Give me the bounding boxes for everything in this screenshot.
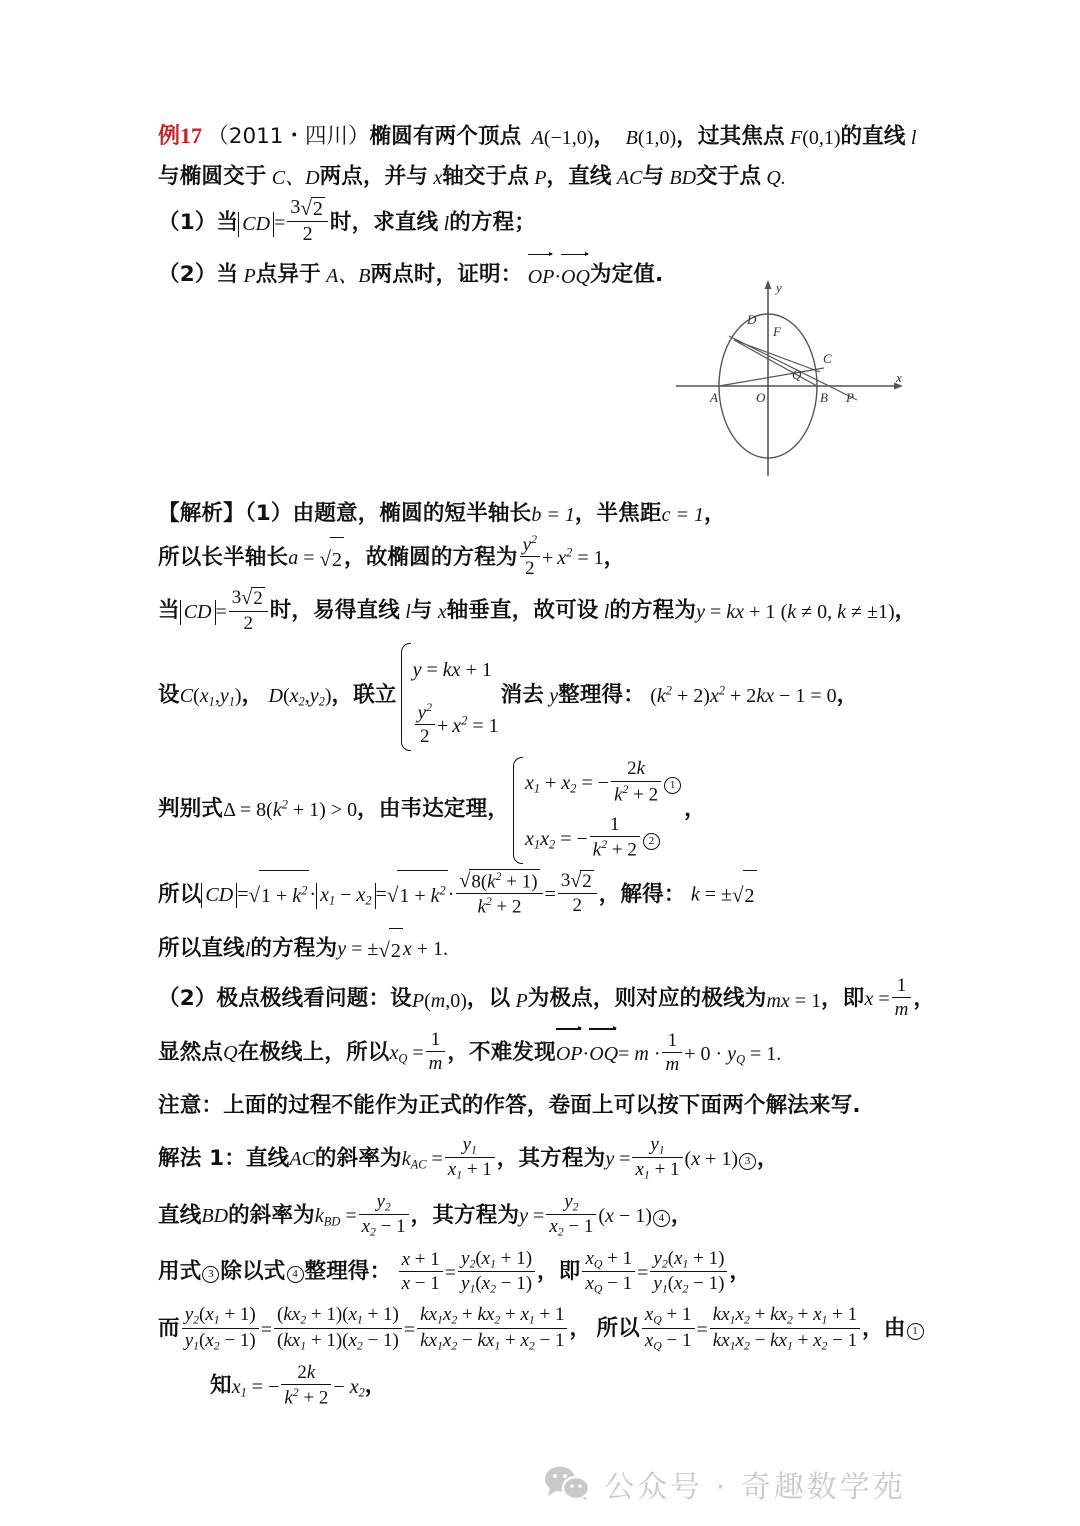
problem-text-2f: 交于点 — [696, 163, 762, 189]
q2-prefix: （2）当 — [158, 261, 239, 287]
solution-line-13 — [158, 1245, 958, 1300]
solution-line-5 — [158, 755, 958, 866]
example-label: 例 — [158, 124, 181, 149]
s4-text-f: ， — [836, 682, 859, 708]
s12-text-a: 直线 — [158, 1202, 202, 1228]
s5-text-d: ， — [684, 796, 706, 822]
s1-text-a: （1）由题意，椭圆的短半轴长 — [244, 501, 532, 526]
s3-axis-x: x — [437, 601, 447, 624]
s12-text-b: 的斜率为 — [228, 1202, 315, 1228]
s1-text-c: ，半焦距 — [574, 501, 662, 526]
q2-points-AB: A、B — [326, 264, 371, 287]
s3-eq: y = kx + 1 — [696, 601, 776, 624]
s13-text-c: 整理得： — [304, 1259, 392, 1285]
s9-text-a: 显然点 — [158, 1039, 224, 1065]
s2-text-a: 所以长半轴长 — [158, 544, 289, 570]
q2-mid2: 两点时，证明： — [370, 261, 523, 287]
s8-point-P2: P — [515, 989, 528, 1012]
s4-var-y: y — [549, 685, 559, 708]
s14-text-a: 而 — [158, 1316, 180, 1342]
s9-text-c: ，不难发现 — [447, 1039, 556, 1065]
figure-label-P: P — [846, 390, 854, 405]
s6-text-a: 所以 — [158, 882, 202, 907]
s11-line-AC: AC — [289, 1148, 315, 1171]
s15-text-a: 知 — [210, 1373, 232, 1399]
s7-text-b: 的方程为 — [250, 935, 338, 961]
solution-line-10 — [158, 1082, 958, 1129]
s9-text-b: 在极线上，所以 — [237, 1039, 390, 1065]
problem-text-2a: 与椭圆交于 — [158, 163, 267, 189]
s9-xq-eq: $x_Q$ = $\frac{1}{m}$ — [389, 1028, 447, 1079]
footer-text: 公众号 · 奇趣数学苑 — [604, 1470, 906, 1505]
ellipse-diagram-svg — [672, 276, 908, 488]
s2-text-d: ， — [603, 544, 626, 570]
s10-note: 注意：上面的过程不能作为正式的作答，卷面上可以按下面两个解法来写. — [158, 1093, 861, 1119]
s15-x1-expression: $x_1$ = − $\frac{2k}{k^2 + 2}$ − $x_2$ — [231, 1361, 365, 1409]
q2-point-P: P — [243, 264, 256, 287]
s3-line-l1: l — [405, 601, 411, 624]
q1-prefix: （1）当 — [158, 209, 239, 235]
point-P-label: P — [534, 166, 547, 189]
s6-k-result: k = ±√2 — [691, 869, 757, 923]
s4-text-b: ，联立 — [331, 682, 397, 708]
figure-label-A: A — [710, 390, 718, 405]
s13-ratio-eq: $\frac{x + 1}{x - 1}$ = $\frac{y_2(x_1 + 1)}{y_1(x_2 - 1)}$ — [397, 1248, 537, 1299]
s2-ellipse-eq: $\frac{y^2}{2}$ + $x^2 = 1$ — [518, 536, 604, 583]
wechat-icon — [544, 1465, 590, 1503]
solution-line-9 — [158, 1026, 958, 1081]
problem-statement — [158, 118, 958, 155]
solution-line-6 — [158, 868, 958, 923]
s13-mark-1: 3 — [202, 1266, 219, 1283]
s5-discriminant: $\Delta = 8(k^2 + 1) > 0$ — [223, 797, 358, 821]
s4-point-C: $C(x_1,y_1)$ — [179, 685, 242, 709]
s8-polar-eq: mx = 1 — [766, 989, 822, 1012]
problem-text-2c: 轴交于点 — [442, 163, 530, 189]
ellipse-diagram — [672, 276, 908, 488]
s11-text-f: ， — [757, 1145, 779, 1171]
s14-xq-result: $\frac{x_Q + 1}{x_Q - 1}$ = $\frac{kx_1x_2 + kx_2 + x_1 + 1}{kx_1x_2 - kx_1 + x_2 - 1}$ — [640, 1305, 862, 1356]
problem-statement-line2 — [158, 159, 958, 195]
problem-source: （2011・四川） — [207, 124, 370, 149]
points-CD: C、D — [271, 166, 320, 189]
s8-text-b: ，以 — [466, 986, 511, 1012]
q1-end: 的方程； — [449, 209, 537, 235]
problem-text-2d: ，直线 — [546, 163, 612, 189]
s5-text-c: ，由韦达定理， — [357, 796, 510, 822]
s8-text-c: 为极点，则对应的极线为 — [527, 986, 767, 1012]
s7-line-l: l — [244, 939, 251, 962]
solution-line-3 — [158, 584, 958, 639]
s13-mark-2: 4 — [287, 1266, 304, 1283]
q1-line-l: l — [443, 212, 450, 235]
s3-text-c: 与 — [410, 598, 433, 624]
line-BD-label: BD — [669, 166, 697, 189]
s14-mark: 1 — [907, 1323, 924, 1340]
s11-slope-AC: $k_{AC}$ = $\frac{y_1}{x_1 + 1}$ — [402, 1134, 497, 1185]
solution-line-8 — [158, 975, 958, 1023]
s13-text-a: 用式 — [158, 1259, 202, 1285]
s11-text-b: 的斜率为 — [314, 1145, 402, 1171]
s6-cd-computation: CD $=√1 + k^2 \cdot x_1 - x_2 =√1 + k^2$ · $\frac{√8(k^2 + 1)}{k^2 + 2}$ = $\frac{3√2}{2}$ — [201, 869, 598, 923]
document-content — [158, 118, 958, 301]
s11-text-c: ，其方程为 — [496, 1145, 606, 1171]
solution-header: 【解析】 — [158, 501, 245, 526]
point-A: A(−1,0) — [531, 126, 594, 149]
s1-text-e: ， — [704, 501, 726, 526]
s8-text-a: （2）极点极线看问题：设 — [158, 986, 412, 1012]
s4-sep: ， — [241, 682, 264, 708]
s8-text-g: ， — [913, 986, 936, 1012]
s3-text-d: 轴垂直，故可设 — [446, 598, 599, 624]
s14-text-d: ，由 — [862, 1316, 906, 1342]
solution-body — [158, 496, 958, 1416]
s4-point-D: $D(x_2,y_2)$ — [268, 685, 332, 709]
s3-text-h: ， — [894, 598, 917, 624]
solution-line-12 — [158, 1189, 958, 1244]
s14-text-b: ， — [569, 1316, 592, 1342]
s4-system: y = kx + 1 $\frac{y^2}{2}$ + $x^2 = 1$ — [399, 641, 499, 752]
s5-vieta-system: $x_1 + x_2$ = − $\frac{2k}{k^2 + 2}$ 1 $x_1x_2$ = − $\frac{1}{k^2 + 2}$ 2 — [511, 755, 682, 866]
axis-x-label: x — [433, 166, 443, 189]
solution-line-1 — [158, 496, 958, 532]
figure-label-y: y — [776, 280, 782, 295]
figure-label-F: F — [773, 324, 781, 339]
q1-suffix: 时，求直线 — [329, 209, 439, 235]
solution-line-2 — [158, 534, 958, 583]
s13-text-e: ， — [729, 1259, 752, 1285]
line-AC-label: AC — [616, 166, 643, 189]
s9-dot-product: OP· OQ= m · $\frac{1}{m}$ + $0 \cdot y_Q = 1$. — [555, 1029, 782, 1076]
s14-text-c: 所以 — [596, 1316, 640, 1342]
point-F: F(0,1) — [789, 126, 841, 149]
s11-eq-AC: y = $\frac{y_1}{x_1 + 1}$ (x + 1) 3 — [605, 1134, 757, 1185]
s13-text-b: 除以式 — [220, 1259, 286, 1285]
s13-xq-ratio-eq: $\frac{x_Q + 1}{x_Q - 1}$ = $\frac{y_2(x_1 + 1)}{y_1(x_2 - 1)}$ — [580, 1248, 729, 1299]
s3-text-a: 当 — [158, 598, 180, 624]
s7-final-eq: y = ±√2 x + 1. — [337, 927, 448, 974]
figure-label-D: D — [747, 312, 757, 327]
s3-line-l2: l — [603, 601, 610, 624]
s6-text-d: ，解得： — [598, 882, 686, 907]
s12-eq-BD: y = $\frac{y_2}{x_2 - 1}$ (x − 1) 4 — [519, 1191, 671, 1242]
q2-mid: 点异于 — [255, 261, 321, 287]
s3-text-e: 的方程为 — [609, 598, 697, 624]
s3-text-b: 时，易得直线 — [269, 598, 400, 624]
s15-text-b: ， — [364, 1373, 387, 1399]
point-Q-label: Q. — [766, 166, 786, 189]
solution-line-14 — [158, 1302, 958, 1357]
s4-text-a: 设 — [158, 682, 180, 708]
footer-watermark — [0, 1462, 1080, 1508]
y-axis-arrow — [765, 280, 772, 289]
line-l-label: l — [910, 126, 917, 149]
s4-text-d: 整理得： — [558, 682, 645, 708]
s3-cd: CD = $\frac{3√2}{2}$ — [180, 587, 270, 638]
s8-x-eq: x = $\frac{1}{m}$ — [864, 977, 913, 1023]
s1-b: b = 1 — [531, 503, 575, 526]
s9-point-Q: Q — [223, 1042, 238, 1065]
problem-text-1c: 的直线 — [840, 124, 906, 149]
solution-line-4 — [158, 641, 958, 752]
s7-text-a: 所以直线 — [158, 935, 245, 961]
figure-label-x: x — [896, 370, 902, 385]
problem-text-1b: ，过其焦点 — [676, 124, 785, 149]
q2-end: 为定值. — [589, 261, 664, 287]
s5-text-a: 判别式 — [158, 796, 224, 822]
figure-label-C: C — [823, 351, 832, 366]
s1-d: c = 1 — [661, 503, 705, 526]
solution-line-7 — [158, 925, 958, 973]
s3-cond: (k ≠ 0, k ≠ ±1) — [780, 601, 895, 624]
figure-label-O: O — [756, 390, 766, 405]
s8-text-e: ，即 — [821, 986, 865, 1012]
figure-label-B: B — [820, 390, 828, 405]
q2-dot-product: OP· OQ — [528, 253, 590, 299]
solution-line-15 — [158, 1359, 958, 1414]
s4-quadratic: $(k^2 + 2)x^2 + 2kx - 1 = 0$ — [650, 683, 837, 708]
s14-expansion: $\frac{y_2(x_1 + 1)}{y_1(x_2 - 1)}$ = $\frac{(kx_2 + 1)(x_1 + 1)}{(kx_1 + 1)(x_2 - 1)}$ = $\frac{kx_1x_2 + kx_2 + x_1 + 1}{kx_1x_2 - kx_1 + x_2 - 1}$ — [180, 1305, 570, 1356]
s2-b: a = √2 — [288, 536, 344, 583]
q1-fraction: $\frac{3√2}{2}$ — [287, 196, 328, 246]
s4-text-c: 消去 — [500, 682, 545, 708]
point-B: B(1,0) — [625, 126, 677, 149]
sep-1: ， — [593, 124, 616, 149]
s12-slope-BD: $k_{BD}$ = $\frac{y_2}{x_2 - 1}$ — [315, 1191, 411, 1242]
s13-text-d: ，即 — [537, 1259, 581, 1285]
s12-text-c: ，其方程为 — [410, 1202, 520, 1228]
question-1: （1）当 CD = $\frac{3√2}{2}$ 时，求直线 l的方程； — [158, 195, 537, 246]
example-number: 17 — [180, 123, 203, 148]
line-AC — [719, 368, 824, 386]
figure-label-Q: Q — [792, 367, 802, 382]
s11-text-a: 解法 1：直线 — [158, 1145, 290, 1171]
s12-line-BD: BD — [201, 1205, 229, 1228]
line-BD — [734, 340, 817, 386]
s8-point-P: P(m,0) — [411, 989, 467, 1012]
problem-text-2e: 与 — [642, 163, 665, 189]
problem-text-2b: 两点，并与 — [319, 163, 429, 189]
solution-line-11 — [158, 1132, 958, 1187]
segment-DC — [734, 340, 820, 372]
q1-cd: CD — [238, 202, 274, 246]
problem-text-1a: 椭圆有两个顶点 — [369, 124, 522, 149]
s2-text-c: ，故椭圆的方程为 — [344, 544, 518, 570]
s12-text-f: ， — [670, 1202, 693, 1228]
